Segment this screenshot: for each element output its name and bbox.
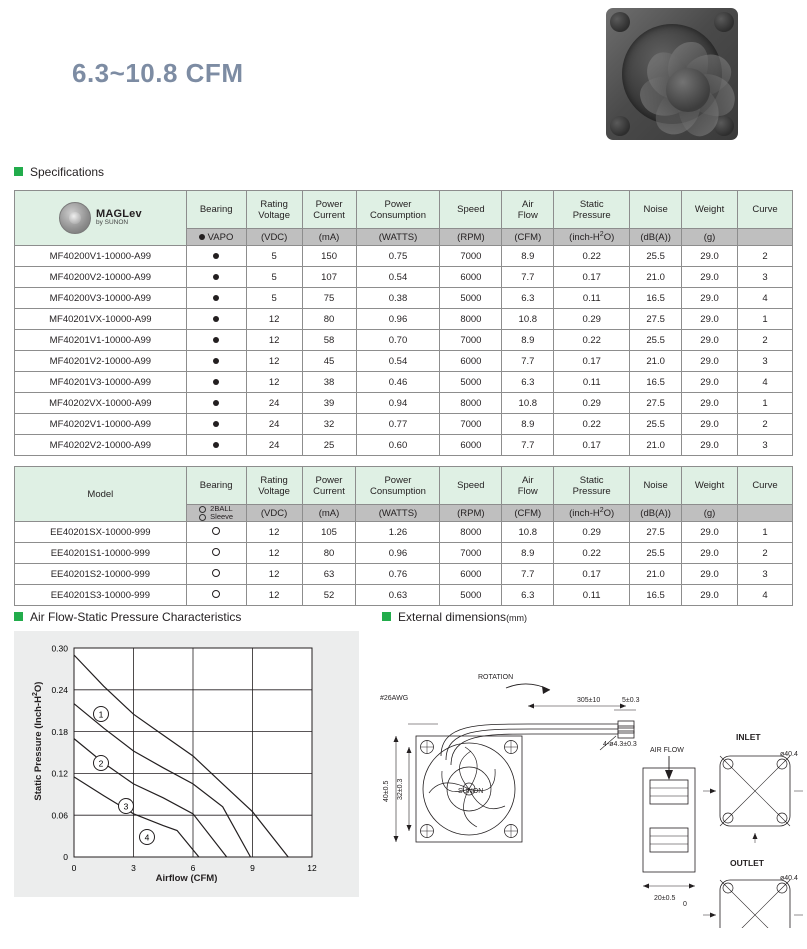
- cell-current: 38: [302, 372, 356, 393]
- cell-bearing: [186, 288, 246, 309]
- cell-pressure: 0.17: [554, 564, 630, 585]
- unit-consumption: (WATTS): [356, 505, 440, 522]
- cell-curve: 3: [738, 267, 793, 288]
- filled-dot-icon: [199, 234, 205, 240]
- cell-voltage: 24: [246, 435, 302, 456]
- cell-voltage: 5: [246, 246, 302, 267]
- bearing-dots-icon: [199, 506, 206, 521]
- col-header-power-consumption: Power Consumption: [356, 467, 440, 505]
- open-dot-icon: [212, 569, 220, 577]
- table-row: [15, 585, 793, 606]
- cell-current: 52: [302, 585, 356, 606]
- cell-noise: 27.5: [630, 309, 682, 330]
- cell-airflow: 8.9: [502, 543, 554, 564]
- cell-speed: 5000: [440, 372, 502, 393]
- cell-bearing: [186, 351, 246, 372]
- cell-consumption: 0.76: [356, 564, 440, 585]
- table-row: [15, 309, 793, 330]
- cell-consumption: 1.26: [356, 522, 440, 543]
- filled-dot-icon: [213, 400, 219, 406]
- cell-speed: 7000: [440, 330, 502, 351]
- svg-text:4: 4: [144, 832, 150, 843]
- col-header-power-consumption: Power Consumption: [356, 191, 440, 229]
- cell-voltage: 5: [246, 267, 302, 288]
- unit-bearing-vapo: VAPO: [186, 229, 246, 246]
- col-header-power-current: Power Current: [302, 191, 356, 229]
- table-row: [15, 564, 793, 585]
- cell-speed: 8000: [440, 522, 502, 543]
- unit-noise: (dB(A)): [630, 229, 682, 246]
- cell-noise: 21.0: [630, 351, 682, 372]
- svg-text:0.06: 0.06: [51, 810, 68, 821]
- cell-noise: 16.5: [630, 585, 682, 606]
- cell-current: 63: [302, 564, 356, 585]
- fan-corner-hole: [610, 116, 630, 136]
- cell-curve: 4: [738, 372, 793, 393]
- page-header: [0, 0, 807, 150]
- chart-svg: [14, 631, 359, 897]
- cell-consumption: 0.54: [356, 351, 440, 372]
- section-title-airflow-chart: Air Flow-Static Pressure Characteristics: [30, 610, 242, 624]
- cell-speed: 8000: [440, 393, 502, 414]
- table-row: [15, 393, 793, 414]
- svg-text:0.30: 0.30: [51, 643, 68, 654]
- label-outlet-diameter: ø40.4: [780, 875, 798, 882]
- cell-noise: 25.5: [630, 246, 682, 267]
- col-header-air-flow: Air Flow: [502, 191, 554, 229]
- cell-speed: 6000: [440, 267, 502, 288]
- cell-curve: 1: [738, 393, 793, 414]
- cell-weight: 29.0: [682, 351, 738, 372]
- label-depth-sub: 0: [683, 901, 687, 908]
- cell-consumption: 0.63: [356, 585, 440, 606]
- fan-impeller-ring: [622, 24, 722, 124]
- cell-pressure: 0.29: [554, 393, 630, 414]
- svg-text:1: 1: [98, 709, 104, 720]
- unit-weight: (g): [682, 229, 738, 246]
- cell-pressure: 0.11: [554, 585, 630, 606]
- cell-pressure: 0.11: [554, 288, 630, 309]
- svg-text:2: 2: [98, 758, 104, 769]
- maglev-spec-table: [14, 190, 793, 456]
- cell-bearing: [186, 414, 246, 435]
- cell-current: 58: [302, 330, 356, 351]
- cell-noise: 27.5: [630, 522, 682, 543]
- svg-text:6: 6: [190, 863, 196, 873]
- cell-speed: 8000: [440, 309, 502, 330]
- col-header-bearing: Bearing: [186, 467, 246, 505]
- cell-airflow: 6.3: [502, 585, 554, 606]
- cell-voltage: 12: [246, 309, 302, 330]
- cell-weight: 29.0: [682, 543, 738, 564]
- label-air-flow: AIR FLOW: [650, 747, 684, 754]
- filled-dot-icon: [213, 274, 219, 280]
- label-height-outer: 40±0.5: [383, 780, 390, 802]
- bearing-type-sleeve: Sleeve: [210, 512, 234, 521]
- filled-dot-icon: [213, 316, 219, 322]
- cell-model: MF40201VX-10000-A99: [15, 309, 187, 330]
- unit-pressure: $(inch-H^2O)$: [554, 229, 630, 246]
- col-header-static-pressure: Static Pressure: [554, 467, 630, 505]
- maglev-logo-cell: [15, 191, 187, 246]
- cell-airflow: 6.3: [502, 372, 554, 393]
- bearing-type-2ball: 2BALL: [210, 504, 233, 514]
- cell-bearing: [186, 435, 246, 456]
- cell-bearing: [186, 267, 246, 288]
- col-header-power-current: Power Current: [302, 467, 356, 505]
- cell-current: 80: [302, 309, 356, 330]
- cell-noise: 25.5: [630, 330, 682, 351]
- table-row: [15, 543, 793, 564]
- filled-dot-icon: [213, 421, 219, 427]
- section-header-airflow-chart: [14, 610, 241, 624]
- cell-consumption: 0.77: [356, 414, 440, 435]
- cell-pressure: 0.17: [554, 267, 630, 288]
- cell-speed: 6000: [440, 564, 502, 585]
- cell-consumption: 0.38: [356, 288, 440, 309]
- cell-voltage: 12: [246, 522, 302, 543]
- cell-current: 39: [302, 393, 356, 414]
- cell-current: 32: [302, 414, 356, 435]
- green-square-icon: [382, 612, 391, 621]
- cell-bearing: [186, 522, 246, 543]
- cell-airflow: 10.8: [502, 522, 554, 543]
- cell-bearing: [186, 330, 246, 351]
- cell-speed: 7000: [440, 246, 502, 267]
- cell-current: 45: [302, 351, 356, 372]
- section-header-external-dimensions: [382, 610, 527, 624]
- cell-speed: 6000: [440, 351, 502, 372]
- unit-speed: (RPM): [440, 229, 502, 246]
- airflow-static-pressure-chart: [14, 631, 359, 897]
- table-row: [15, 522, 793, 543]
- cell-curve: 1: [738, 309, 793, 330]
- cell-pressure: 0.22: [554, 543, 630, 564]
- col-header-air-flow: Air Flow: [502, 467, 554, 505]
- maglev-brand: MAGLev: [95, 207, 142, 220]
- section-header-specifications: [14, 165, 104, 179]
- cell-airflow: 8.9: [502, 330, 554, 351]
- filled-dot-icon: [213, 337, 219, 343]
- label-outlet: OUTLET: [730, 858, 764, 868]
- table-row: [15, 372, 793, 393]
- cell-current: 75: [302, 288, 356, 309]
- cell-speed: 7000: [440, 414, 502, 435]
- cell-weight: 29.0: [682, 522, 738, 543]
- cell-speed: 5000: [440, 288, 502, 309]
- fan-hub: [666, 68, 710, 112]
- table-header-row: [15, 191, 793, 229]
- cell-voltage: 12: [246, 351, 302, 372]
- col-header-speed: Speed: [440, 191, 502, 229]
- col-header-static-pressure: Static Pressure: [554, 191, 630, 229]
- fan-corner-hole: [610, 12, 630, 32]
- cell-bearing: [186, 585, 246, 606]
- svg-text:0.24: 0.24: [51, 685, 68, 696]
- col-header-noise: Noise: [630, 191, 682, 229]
- cell-model: MF40200V3-10000-A99: [15, 288, 187, 309]
- cell-voltage: 12: [246, 372, 302, 393]
- label-wire-gauge: #26AWG: [380, 695, 409, 702]
- chart-y-axis-label: Static Pressure $(Inch-H^2O)$: [31, 681, 45, 801]
- cell-model: MF40200V1-10000-A99: [15, 246, 187, 267]
- cell-noise: 27.5: [630, 393, 682, 414]
- cell-noise: 25.5: [630, 543, 682, 564]
- svg-text:0.18: 0.18: [51, 726, 68, 737]
- cell-voltage: 12: [246, 543, 302, 564]
- col-header-rating-voltage: Rating Voltage: [246, 467, 302, 505]
- cell-pressure: 0.11: [554, 372, 630, 393]
- fan-product-photo: [606, 8, 738, 140]
- cell-weight: 29.0: [682, 393, 738, 414]
- unit-bearing-types: [186, 505, 246, 522]
- col-header-weight: Weight: [682, 467, 738, 505]
- svg-text:3: 3: [123, 801, 129, 812]
- cell-current: 25: [302, 435, 356, 456]
- cell-speed: 5000: [440, 585, 502, 606]
- cell-consumption: 0.54: [356, 267, 440, 288]
- unit-current: (mA): [302, 505, 356, 522]
- filled-dot-icon: [213, 379, 219, 385]
- cell-model: MF40202VX-10000-A99: [15, 393, 187, 414]
- cell-voltage: 24: [246, 414, 302, 435]
- cell-voltage: 12: [246, 585, 302, 606]
- unit-speed: (RPM): [440, 505, 502, 522]
- cell-bearing: [186, 372, 246, 393]
- label-rotation: ROTATION: [478, 674, 514, 681]
- cell-airflow: 7.7: [502, 435, 554, 456]
- label-height-inner: 32±0.3: [397, 778, 404, 800]
- cell-pressure: 0.22: [554, 414, 630, 435]
- cell-consumption: 0.70: [356, 330, 440, 351]
- cell-pressure: 0.22: [554, 246, 630, 267]
- label-brand-on-fan: SUNON: [458, 788, 484, 795]
- cell-airflow: 8.9: [502, 246, 554, 267]
- cell-pressure: 0.29: [554, 309, 630, 330]
- dimensions-svg: [378, 628, 803, 928]
- cell-bearing: [186, 564, 246, 585]
- sleeve-spec-table: [14, 466, 793, 606]
- cell-model: MF40202V2-10000-A99: [15, 435, 187, 456]
- unit-pressure: $(inch-H^2O)$: [554, 505, 630, 522]
- cell-pressure: 0.17: [554, 351, 630, 372]
- svg-text:0: 0: [63, 852, 68, 862]
- cell-weight: 29.0: [682, 309, 738, 330]
- unit-consumption: (WATTS): [356, 229, 440, 246]
- cell-curve: 3: [738, 351, 793, 372]
- cell-current: 105: [302, 522, 356, 543]
- cell-noise: 16.5: [630, 288, 682, 309]
- cell-curve: 1: [737, 522, 792, 543]
- col-header-curve: Curve: [737, 467, 792, 505]
- cell-curve: 3: [737, 564, 792, 585]
- external-dimensions-drawing: [378, 628, 803, 928]
- svg-text:3: 3: [131, 863, 136, 873]
- table-row: [15, 267, 793, 288]
- col-header-speed: Speed: [440, 467, 502, 505]
- cell-airflow: 10.8: [502, 393, 554, 414]
- cell-curve: 4: [737, 585, 792, 606]
- green-square-icon: [14, 612, 23, 621]
- col-header-curve: Curve: [738, 191, 793, 229]
- table-row: [15, 351, 793, 372]
- col-header-rating-voltage: Rating Voltage: [246, 191, 302, 229]
- cell-model: EE40201S2-10000-999: [15, 564, 187, 585]
- cell-current: 150: [302, 246, 356, 267]
- page-title: 6.3~10.8 CFM: [72, 58, 244, 88]
- cell-weight: 29.0: [682, 288, 738, 309]
- cell-noise: 21.0: [630, 435, 682, 456]
- cell-weight: 29.0: [682, 435, 738, 456]
- unit-curve: [738, 229, 793, 246]
- cell-curve: 2: [738, 414, 793, 435]
- open-dot-icon: [212, 590, 220, 598]
- cell-model: MF40201V3-10000-A99: [15, 372, 187, 393]
- unit-airflow: (CFM): [502, 229, 554, 246]
- unit-airflow: (CFM): [502, 505, 554, 522]
- cell-noise: 21.0: [630, 564, 682, 585]
- label-hole-note: 4-ø4.3±0.3: [603, 741, 637, 748]
- cell-curve: 2: [737, 543, 792, 564]
- cell-current: 80: [302, 543, 356, 564]
- filled-dot-icon: [213, 295, 219, 301]
- cell-model: MF40201V1-10000-A99: [15, 330, 187, 351]
- cell-model: EE40201SX-10000-999: [15, 522, 187, 543]
- cell-voltage: 5: [246, 288, 302, 309]
- cell-consumption: 0.46: [356, 372, 440, 393]
- cell-weight: 29.0: [682, 246, 738, 267]
- svg-text:0: 0: [71, 863, 77, 873]
- cell-weight: 29.0: [682, 330, 738, 351]
- cell-noise: 16.5: [630, 372, 682, 393]
- maglev-sub: by SUNON: [95, 219, 129, 227]
- cell-weight: 29.0: [682, 585, 738, 606]
- table-row: [15, 330, 793, 351]
- cell-weight: 29.0: [682, 267, 738, 288]
- cell-curve: 3: [738, 435, 793, 456]
- svg-text:0.12: 0.12: [51, 768, 68, 779]
- cell-weight: 29.0: [682, 564, 738, 585]
- cell-weight: 29.0: [682, 372, 738, 393]
- open-dot-icon: [212, 527, 220, 535]
- maglev-disc-icon: [59, 202, 91, 234]
- cell-speed: 6000: [440, 435, 502, 456]
- unit-current: (mA): [302, 229, 356, 246]
- cell-voltage: 12: [246, 564, 302, 585]
- cell-bearing: [186, 543, 246, 564]
- unit-curve: [737, 505, 792, 522]
- svg-text:9: 9: [250, 863, 255, 873]
- cell-speed: 7000: [440, 543, 502, 564]
- cell-bearing: [186, 246, 246, 267]
- cell-noise: 21.0: [630, 267, 682, 288]
- table-row: [15, 246, 793, 267]
- cell-pressure: 0.29: [554, 522, 630, 543]
- unit-noise: (dB(A)): [630, 505, 682, 522]
- table-row: [15, 414, 793, 435]
- cell-noise: 25.5: [630, 414, 682, 435]
- cell-pressure: 0.22: [554, 330, 630, 351]
- label-lead-length: 305±10: [577, 697, 601, 704]
- cell-airflow: 10.8: [502, 309, 554, 330]
- cell-airflow: 7.7: [502, 267, 554, 288]
- green-square-icon: [14, 167, 23, 176]
- open-dot-icon: [212, 548, 220, 556]
- cell-model: EE40201S1-10000-999: [15, 543, 187, 564]
- unit-weight: (g): [682, 505, 738, 522]
- cell-weight: 29.0: [682, 414, 738, 435]
- cell-pressure: 0.17: [554, 435, 630, 456]
- svg-text:12: 12: [307, 863, 317, 873]
- cell-airflow: 6.3: [502, 288, 554, 309]
- label-inlet-diameter: ø40.4: [780, 751, 798, 758]
- section-title-unit: (mm): [506, 613, 528, 623]
- cell-bearing: [186, 309, 246, 330]
- unit-voltage: (VDC): [246, 505, 302, 522]
- section-title-external-dimensions: External dimensions: [398, 610, 507, 624]
- cell-curve: 4: [738, 288, 793, 309]
- cell-consumption: 0.60: [356, 435, 440, 456]
- col-header-bearing: Bearing: [186, 191, 246, 229]
- cell-model: MF40202V1-10000-A99: [15, 414, 187, 435]
- cell-current: 107: [302, 267, 356, 288]
- cell-consumption: 0.94: [356, 393, 440, 414]
- cell-consumption: 0.96: [356, 543, 440, 564]
- col-header-model: Model: [15, 467, 187, 522]
- table-row: [15, 288, 793, 309]
- unit-voltage: (VDC): [246, 229, 302, 246]
- section-title-specifications: Specifications: [30, 165, 105, 179]
- cell-voltage: 12: [246, 330, 302, 351]
- col-header-weight: Weight: [682, 191, 738, 229]
- cell-airflow: 8.9: [502, 414, 554, 435]
- cell-consumption: 0.96: [356, 309, 440, 330]
- table-row: [15, 435, 793, 456]
- cell-model: EE40201S3-10000-999: [15, 585, 187, 606]
- label-depth: 20±0.5: [654, 895, 676, 902]
- cell-consumption: 0.75: [356, 246, 440, 267]
- label-inlet: INLET: [736, 732, 761, 742]
- cell-voltage: 24: [246, 393, 302, 414]
- filled-dot-icon: [213, 253, 219, 259]
- filled-dot-icon: [213, 358, 219, 364]
- cell-airflow: 7.7: [502, 564, 554, 585]
- chart-x-axis-label: Airflow (CFM): [155, 873, 218, 884]
- table-header-row: [15, 467, 793, 505]
- cell-curve: 2: [738, 330, 793, 351]
- cell-bearing: [186, 393, 246, 414]
- cell-model: MF40201V2-10000-A99: [15, 351, 187, 372]
- cell-airflow: 7.7: [502, 351, 554, 372]
- cell-model: MF40200V2-10000-A99: [15, 267, 187, 288]
- filled-dot-icon: [213, 442, 219, 448]
- label-lead-tolerance: 5±0.3: [622, 697, 640, 704]
- fan-corner-hole: [714, 12, 734, 32]
- col-header-noise: Noise: [630, 467, 682, 505]
- cell-curve: 2: [738, 246, 793, 267]
